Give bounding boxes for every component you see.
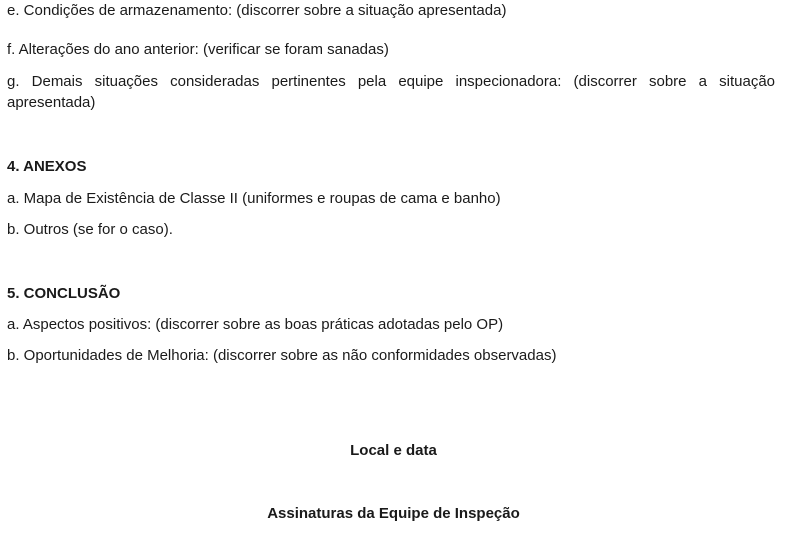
inspection-team-signatures: Assinaturas da Equipe de Inspeção — [267, 505, 520, 522]
section-5-heading: 5. CONCLUSÃO — [7, 285, 121, 302]
item-g-other-situations: g. Demais situações consideradas pertinentes pela equipe inspecionadora: (discorrer sobre a situação apresentada) — [7, 73, 775, 111]
place-and-date: Local e data — [350, 442, 437, 459]
item-f-previous-year-changes: f. Alterações do ano anterior: (verificar se foram sanadas) — [7, 41, 389, 58]
section-4-heading: 4. ANEXOS — [7, 158, 87, 175]
item-e-storage-conditions: e. Condições de armazenamento: (discorrer sobre a situação apresentada) — [7, 2, 507, 19]
conclusion-item-a: a. Aspectos positivos: (discorrer sobre as boas práticas adotadas pelo OP) — [7, 316, 504, 333]
conclusion-item-b: b. Oportunidades de Melhoria: (discorrer sobre as não conformidades observadas) — [7, 347, 557, 364]
annex-item-b: b. Outros (se for o caso). — [7, 221, 173, 238]
annex-item-a: a. Mapa de Existência de Classe II (uniformes e roupas de cama e banho) — [7, 190, 501, 207]
